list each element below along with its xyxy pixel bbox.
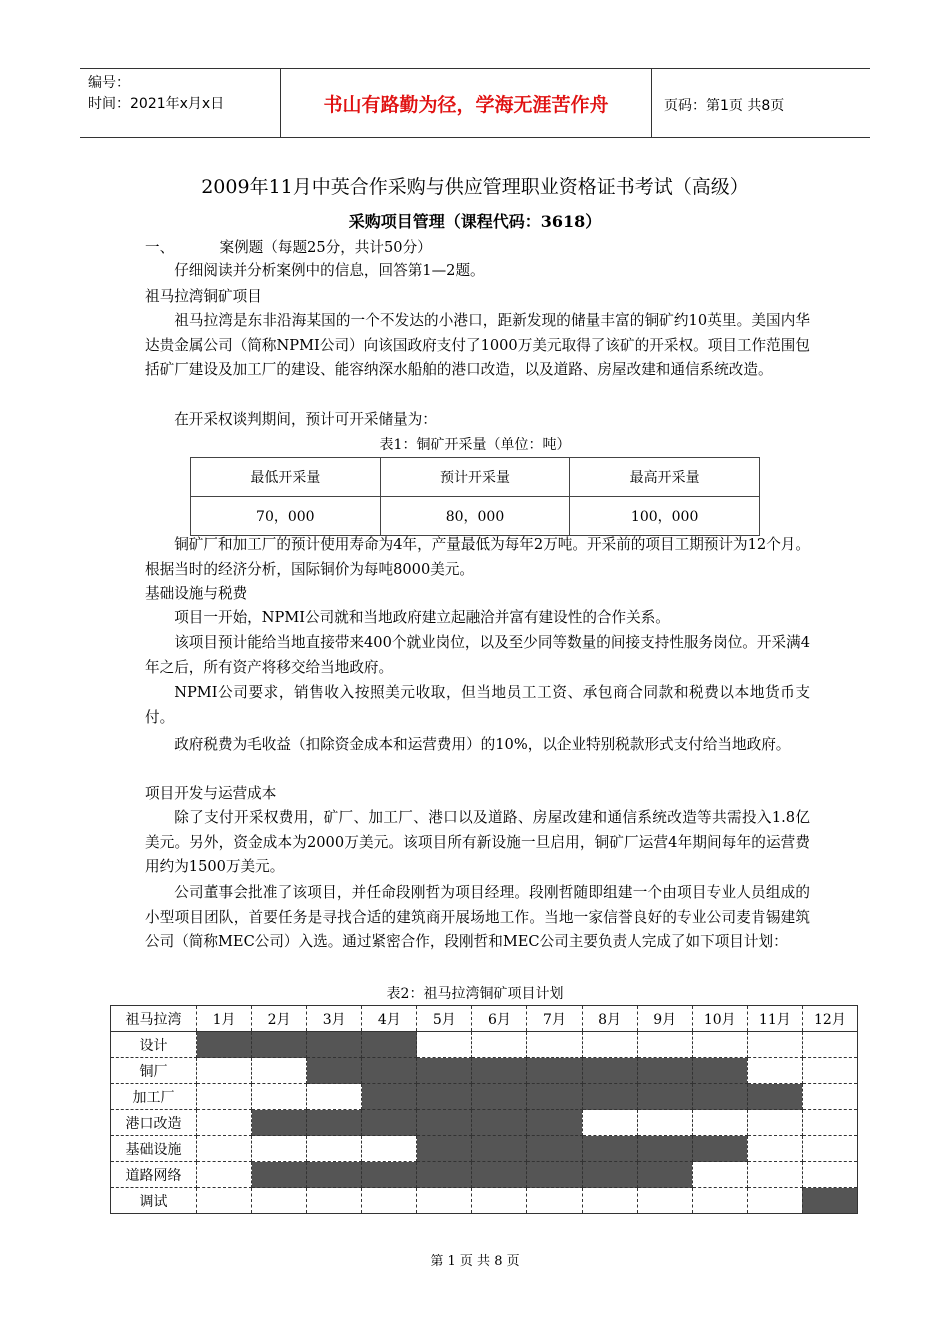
month-header-cell: 2月	[252, 1006, 307, 1032]
gantt-cell-empty	[197, 1110, 252, 1136]
table-row	[111, 1188, 858, 1214]
gantt-cell-empty	[252, 1136, 307, 1162]
gantt-cell-empty	[802, 1110, 857, 1136]
table-header-cell: 最高开采量	[570, 458, 760, 497]
gantt-cell-empty	[252, 1058, 307, 1084]
gantt-cell-active	[582, 1136, 637, 1162]
paragraph-4: 项目一开始，NPMI公司就和当地政府建立起融洽并富有建设性的合作关系。	[174, 609, 670, 626]
mining-volume-table	[190, 457, 760, 536]
month-header-cell: 3月	[307, 1006, 362, 1032]
section-text: 案例题（每题25分，共计50分）	[219, 239, 432, 256]
gantt-cell-empty	[747, 1058, 802, 1084]
gantt-cell-empty	[692, 1162, 747, 1188]
gantt-cell-empty	[527, 1188, 582, 1214]
task-label-cell: 调试	[111, 1188, 197, 1214]
gantt-cell-active	[692, 1136, 747, 1162]
gantt-cell-active	[582, 1084, 637, 1110]
gantt-cell-active	[252, 1110, 307, 1136]
table-row	[111, 1110, 858, 1136]
gantt-cell-active	[417, 1058, 472, 1084]
gantt-cell-active	[527, 1058, 582, 1084]
paragraph-7: 政府税费为毛收益（扣除资金成本和运营费用）的10%，以企业特别税款形式支付给当地政府。	[174, 736, 791, 753]
table-header-row	[191, 458, 760, 497]
task-label-cell: 设计	[111, 1032, 197, 1058]
gantt-cell-empty	[582, 1032, 637, 1058]
paragraph-6: NPMI公司要求，销售收入按照美元收取，但当地员工工资、承包商合同款和税费以本地货币支付。	[145, 684, 810, 726]
document-date: 时间：2021年x月x日	[88, 96, 225, 112]
task-label-cell: 加工厂	[111, 1084, 197, 1110]
paragraph-2: 在开采权谈判期间，预计可开采储量为：	[174, 411, 437, 428]
task-label-cell: 基础设施	[111, 1136, 197, 1162]
table-row	[111, 1032, 858, 1058]
gantt-cell-active	[747, 1084, 802, 1110]
gantt-cell-active	[362, 1110, 417, 1136]
instruction-paragraph: 仔细阅读并分析案例中的信息，回答第1—2题。	[174, 262, 485, 279]
gantt-cell-active	[527, 1162, 582, 1188]
table-corner-cell: 祖马拉湾	[111, 1006, 197, 1032]
gantt-cell-empty	[252, 1084, 307, 1110]
gantt-cell-active	[692, 1084, 747, 1110]
section-heading	[145, 236, 432, 257]
page-footer: 第 1 页 共 8 页	[430, 1254, 520, 1269]
gantt-cell-empty	[307, 1188, 362, 1214]
gantt-cell-empty	[582, 1110, 637, 1136]
page-header	[80, 68, 870, 138]
paragraph-9: 公司董事会批准了该项目，并任命段刚哲为项目经理。段刚哲随即组建一个由项目专业人员组成的小型项目团队，首要任务是寻找合适的建筑商开展场地工作。当地一家信誉良好的专业公司麦肯锡建筑公司（简称MEC公司）入选。通过紧密合作，段刚哲和MEC公司主要负责人完成了如下项目计划：	[145, 884, 810, 950]
infrastructure-heading: 基础设施与税费	[145, 585, 248, 602]
month-header-cell: 10月	[692, 1006, 747, 1032]
table-row	[191, 497, 760, 536]
gantt-cell-empty	[802, 1058, 857, 1084]
task-label-cell: 铜厂	[111, 1058, 197, 1084]
gantt-cell-active	[362, 1058, 417, 1084]
gantt-cell-empty	[472, 1188, 527, 1214]
paragraph-8: 除了支付开采权费用，矿厂、加工厂、港口以及道路、房屋改建和通信系统改造等共需投入1.8亿美元。另外，资金成本为2000万美元。该项目所有新设施一旦启用，铜矿厂运营4年期间每年的运营费用约为1500万美元。	[145, 809, 810, 875]
document-subtitle: 采购项目管理（课程代码：3618）	[348, 212, 602, 231]
table-row	[111, 1058, 858, 1084]
month-header-cell: 4月	[362, 1006, 417, 1032]
table-cell: 80，000	[380, 497, 570, 536]
table-header-cell: 最低开采量	[191, 458, 381, 497]
gantt-cell-active	[417, 1110, 472, 1136]
gantt-cell-active	[307, 1032, 362, 1058]
development-heading: 项目开发与运营成本	[145, 785, 277, 802]
case-title: 祖马拉湾铜矿项目	[145, 288, 262, 305]
gantt-cell-empty	[197, 1188, 252, 1214]
gantt-cell-active	[692, 1058, 747, 1084]
gantt-cell-empty	[362, 1188, 417, 1214]
month-header-cell: 9月	[637, 1006, 692, 1032]
month-header-cell: 8月	[582, 1006, 637, 1032]
gantt-cell-active	[472, 1058, 527, 1084]
gantt-cell-empty	[472, 1032, 527, 1058]
gantt-cell-empty	[362, 1136, 417, 1162]
header-motto: 书山有路勤为径，学海无涯苦作舟	[280, 69, 652, 137]
gantt-cell-active	[582, 1058, 637, 1084]
paragraph-3: 铜矿厂和加工厂的预计使用寿命为4年，产量最低为每年2万吨。开采前的项目工期预计为12个月。根据当时的经济分析，国际铜价为每吨8000美元。	[145, 536, 810, 578]
gantt-cell-active	[362, 1162, 417, 1188]
gantt-cell-active	[802, 1188, 857, 1214]
gantt-cell-active	[637, 1162, 692, 1188]
gantt-cell-active	[527, 1084, 582, 1110]
task-label-cell: 港口改造	[111, 1110, 197, 1136]
gantt-cell-active	[472, 1136, 527, 1162]
gantt-cell-empty	[747, 1110, 802, 1136]
table-cell: 100，000	[570, 497, 760, 536]
table-cell: 70，000	[191, 497, 381, 536]
gantt-cell-empty	[637, 1110, 692, 1136]
document-number: 编号：	[88, 75, 130, 91]
table2-caption: 表2：祖马拉湾铜矿项目计划	[386, 986, 564, 1002]
gantt-cell-active	[582, 1162, 637, 1188]
gantt-cell-empty	[307, 1136, 362, 1162]
gantt-cell-active	[252, 1162, 307, 1188]
table-row	[111, 1084, 858, 1110]
gantt-cell-active	[252, 1032, 307, 1058]
gantt-cell-empty	[197, 1162, 252, 1188]
gantt-cell-active	[472, 1084, 527, 1110]
month-header-cell: 7月	[527, 1006, 582, 1032]
table1-caption: 表1：铜矿开采量（单位：吨）	[379, 437, 571, 453]
gantt-cell-empty	[252, 1188, 307, 1214]
gantt-cell-empty	[692, 1110, 747, 1136]
header-meta	[88, 73, 224, 115]
month-header-cell: 5月	[417, 1006, 472, 1032]
gantt-cell-active	[472, 1110, 527, 1136]
gantt-cell-empty	[637, 1032, 692, 1058]
gantt-cell-empty	[747, 1032, 802, 1058]
gantt-cell-active	[417, 1084, 472, 1110]
gantt-cell-empty	[802, 1136, 857, 1162]
project-plan-table	[110, 1005, 858, 1214]
gantt-cell-active	[637, 1084, 692, 1110]
gantt-cell-empty	[527, 1032, 582, 1058]
month-header-cell: 1月	[197, 1006, 252, 1032]
month-header-cell: 12月	[802, 1006, 857, 1032]
task-label-cell: 道路网络	[111, 1162, 197, 1188]
month-header-cell: 11月	[747, 1006, 802, 1032]
gantt-cell-empty	[692, 1188, 747, 1214]
gantt-cell-empty	[197, 1058, 252, 1084]
gantt-cell-empty	[747, 1136, 802, 1162]
gantt-cell-active	[362, 1032, 417, 1058]
gantt-cell-active	[637, 1058, 692, 1084]
gantt-cell-active	[307, 1110, 362, 1136]
document-title: 2009年11月中英合作采购与供应管理职业资格证书考试（高级）	[201, 176, 749, 198]
gantt-cell-active	[417, 1136, 472, 1162]
gantt-cell-empty	[802, 1084, 857, 1110]
gantt-cell-active	[307, 1162, 362, 1188]
gantt-cell-empty	[197, 1136, 252, 1162]
gantt-cell-empty	[802, 1162, 857, 1188]
gantt-cell-active	[362, 1084, 417, 1110]
paragraph-1: 祖马拉湾是东非沿海某国的一个不发达的小港口，距新发现的储量丰富的铜矿约10英里。美国内华达贵金属公司（简称NPMI公司）向该国政府支付了1000万美元取得了该矿的开采权。项目工作范围包括矿厂建设及加工厂的建设、能容纳深水船舶的港口改造，以及道路、房屋改建和通信系统改造。	[145, 312, 810, 378]
header-page-info: 页码：第1页 共8页	[664, 98, 785, 114]
gantt-cell-active	[417, 1162, 472, 1188]
table-header-row	[111, 1006, 858, 1032]
gantt-cell-empty	[417, 1032, 472, 1058]
gantt-cell-empty	[747, 1188, 802, 1214]
table-header-cell: 预计开采量	[380, 458, 570, 497]
gantt-cell-active	[527, 1110, 582, 1136]
gantt-cell-empty	[307, 1084, 362, 1110]
table-row	[111, 1136, 858, 1162]
gantt-cell-empty	[802, 1032, 857, 1058]
gantt-cell-empty	[747, 1162, 802, 1188]
paragraph-5: 该项目预计能给当地直接带来400个就业岗位，以及至少同等数量的间接支持性服务岗位。开采满4年之后，所有资产将移交给当地政府。	[145, 634, 810, 676]
gantt-cell-empty	[197, 1084, 252, 1110]
gantt-cell-active	[472, 1162, 527, 1188]
gantt-cell-active	[307, 1058, 362, 1084]
gantt-cell-empty	[417, 1188, 472, 1214]
table-row	[111, 1162, 858, 1188]
month-header-cell: 6月	[472, 1006, 527, 1032]
gantt-cell-active	[637, 1136, 692, 1162]
gantt-cell-empty	[692, 1032, 747, 1058]
gantt-cell-active	[527, 1136, 582, 1162]
gantt-cell-empty	[582, 1188, 637, 1214]
gantt-cell-active	[197, 1032, 252, 1058]
gantt-cell-empty	[637, 1188, 692, 1214]
section-number: 一、	[145, 239, 175, 256]
